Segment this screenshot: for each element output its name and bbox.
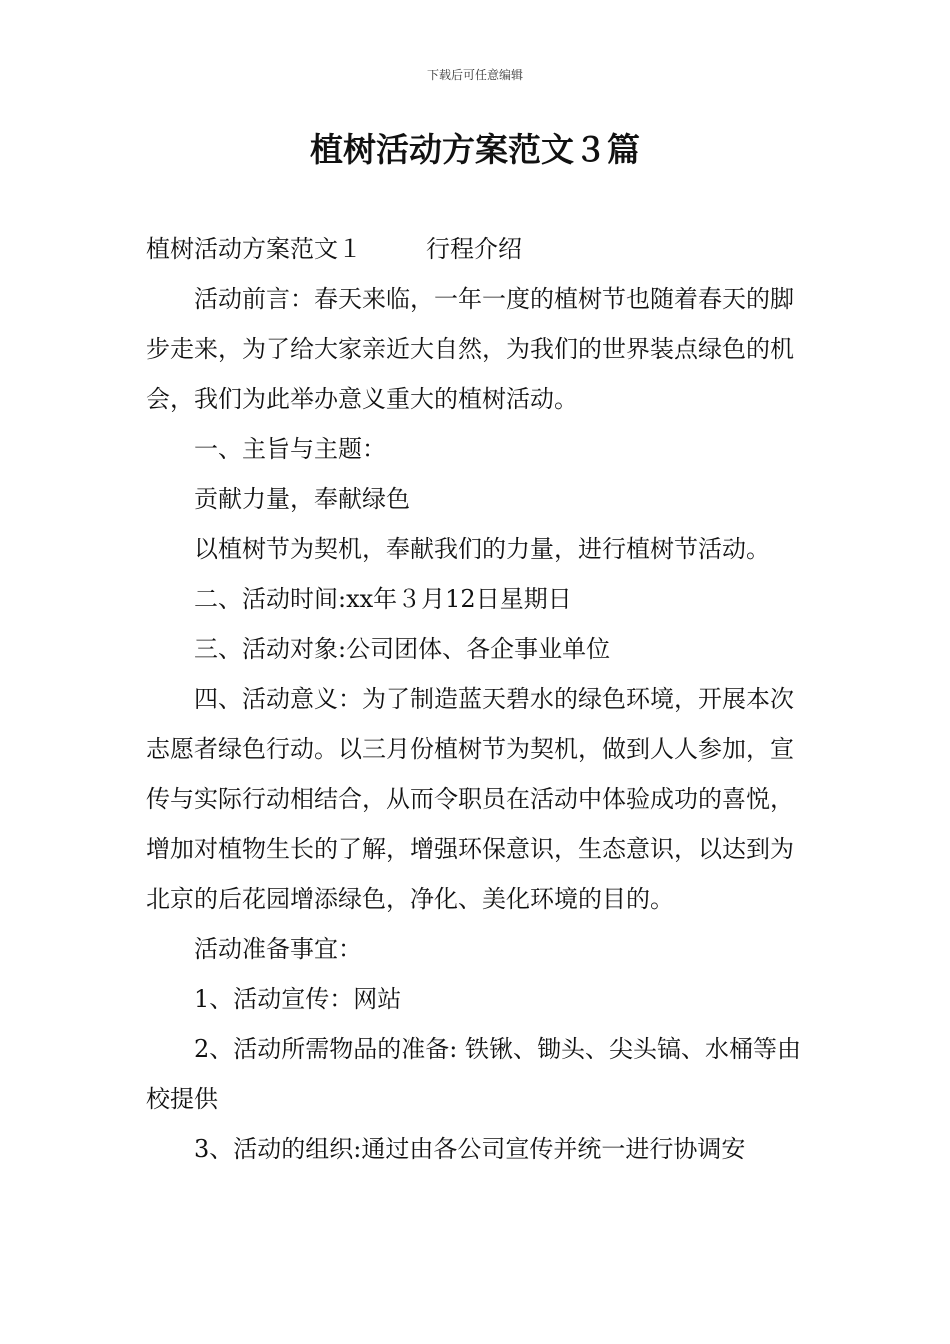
section-heading-line — [146, 224, 808, 274]
paragraph-preface: 活动前言：春天来临，一年一度的植树节也随着春天的脚步走来，为了给大家亲近大自然，为我们的世界装点绿色的机会，我们为此举办意义重大的植树活动。 — [146, 285, 794, 413]
header-note: 下载后可任意编辑 — [426, 68, 523, 82]
paragraph-item-3: 3、活动的组织:通过由各公司宣传并统一进行协调安 — [194, 1135, 746, 1163]
paragraph-preparation-heading: 活动准备事宜： — [194, 935, 362, 963]
paragraph-purpose-detail: 以植树节为契机，奉献我们的力量，进行植树节活动。 — [194, 535, 770, 563]
paragraph-item-2: 2、活动所需物品的准备: 铁锹、锄头、尖头镐、水桶等由校提供 — [146, 1035, 801, 1113]
paragraph-item-1: 1、活动宣传：网站 — [194, 985, 402, 1013]
paragraph-significance: 四、活动意义：为了制造蓝天碧水的绿色环境，开展本次志愿者绿色行动。以三月份植树节为契机，做到人人参加，宣传与实际行动相结合，从而令职员在活动中体验成功的喜悦，增加对植物生长的了解，增强环保意识，生态意识，以达到为北京的后花园增添绿色，净化、美化环境的目的。 — [146, 685, 794, 913]
paragraph-audience: 三、活动对象:公司团体、各企事业单位 — [194, 635, 611, 663]
paragraph-time: 二、活动时间:xx年３月12日星期日 — [194, 585, 572, 613]
document-title: 植树活动方案范文３篇 — [310, 130, 640, 169]
section-subtitle: 行程介绍 — [426, 235, 522, 263]
section-title: 植树活动方案范文１ — [146, 235, 362, 263]
paragraph-purpose-heading: 一、主旨与主题： — [194, 435, 386, 463]
paragraph-purpose-slogan: 贡献力量，奉献绿色 — [194, 485, 410, 513]
document-body — [146, 224, 808, 1174]
